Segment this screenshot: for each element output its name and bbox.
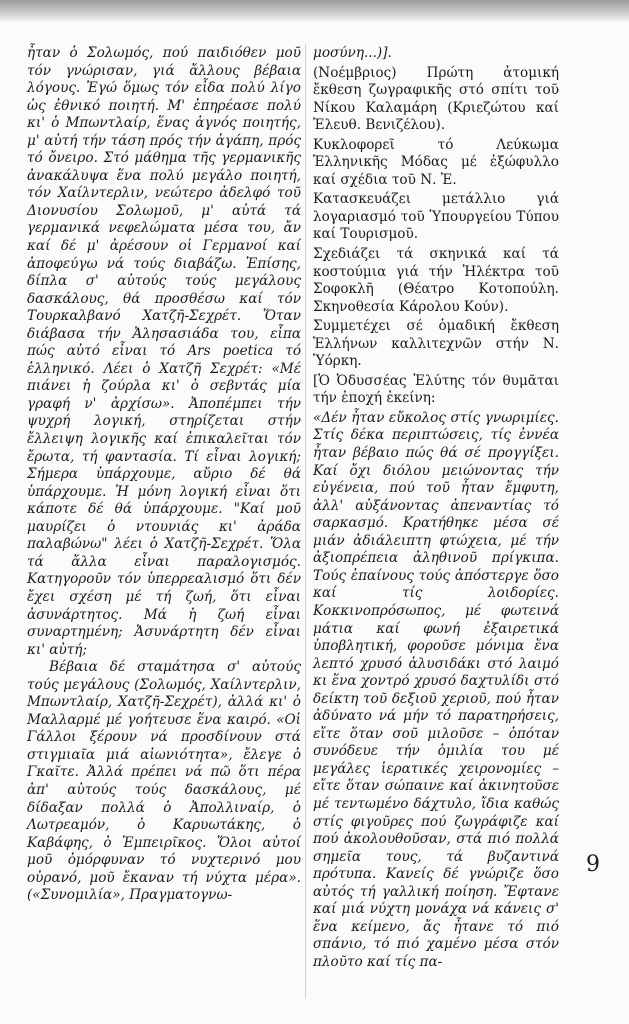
- right-paragraph-3: Κυκλοφορεῖ τό Λεύκωμα Ἑλληνικῆς Μόδας μέ ἐξώφυλλο καί σχέδια τοῦ Ν. Ἐ.: [313, 136, 559, 188]
- right-paragraph-2: (Νοέμβριος) Πρώτη ἀτομική ἔκθεση ζωγραφικῆς στό σπίτι τοῦ Νίκου Καλαμάρη (Κριεζώτου καί Ἐλευθ. Βενιζέλου).: [313, 64, 559, 134]
- right-paragraph-1: μοσύνη...)].: [313, 45, 392, 61]
- left-text-column: [27, 45, 301, 905]
- page-number: 9: [586, 852, 600, 877]
- right-paragraph-8: «Δέν ἦταν εὔκολος στίς γνωριμίες. Στίς δέκα περιπτώσεις, τίς ἐννέα ἦταν βέβαιο πώς θά σέ προγγίξει. Καί ὄχι διόλου μειώνοντας τήν εὐγένεια, πού τοῦ ἦταν ἔμφυτη, ἀλλ' αὐξάνοντας ἀπεναντίας τό σαρκασμό. Κρατήθηκε μέσα σέ μιάν ἀδιάλειπτη φτώχεια, μέ τήν ἀξιοπρέπεια ἀληθινοῦ πρίγκιπα. Τούς ἐπαίνους τούς ἀπόστεργε ὅσο καί τίς λοιδορίες. Κοκκινοπρόσωπος, μέ φωτεινά μάτια καί φωνή ἐξαιρετικά ὑποβλητική, φοροῦσε μόνιμα ἕνα λεπτό χρυσό ἀλυσιδάκι στό λαιμό κι ἕνα χοντρό χρυσό δαχτυλίδι στό δείκτη τοῦ δεξιοῦ χεριοῦ, πού ἦταν ἀδύνατο νά μήν τό παρατηρήσεις, εἴτε ὅταν σοῦ μιλοῦσε – ὁπόταν συνόδευε τήν ὁμιλία του μέ μεγάλες ἱερατικές χειρονομίες – εἴτε ὅταν σώπαινε καί ἀκινητοῦσε μέ τεντωμένο δάχτυλο, ἴδια καθώς στίς φιγοῦρες πού ζωγράφιζε καί πού ἀκολουθοῦσαν, στά πιό πολλά σημεῖα τους, τά βυζαντινά πρότυπα. Κανείς δέ γνώριζε ὅσο αὐτός τή γαλλική ποίηση. Ἔφτανε καί μιά νύχτη μονάχα νά κάνεις σ' ἕνα κείμενο, ἄς ἦτανε τό πιό σπάνιο, τό πιό χαμένο μέσα στόν πλοῦτο καί τίς πα-: [313, 409, 559, 970]
- scan-top-strip: [0, 0, 629, 22]
- right-paragraph-7: [Ὁ Ὀδυσσέας Ἐλύτης τόν θυμᾶται τήν ἐποχή ἐκείνη:: [313, 372, 559, 407]
- right-text-column: [313, 45, 559, 973]
- left-paragraph-2: Βέβαια δέ σταμάτησα σ' αὐτούς τούς μεγάλους (Σολωμός, Χαίλντερλιν, Μπωντλαίρ, Χατζῆ-Σεχρέτ), ἀλλά κι' ὁ Μαλλαρμέ μέ γοήτευσε ἕνα καιρό. «Οἱ Γάλλοι ξέρουν νά προσδίνουν στά στιγμιαῖα μιά αἰωνιότητα», ἔλεγε ὁ Γκαῖτε. Ἀλλά πρέπει νά πῶ ὅτι πέρα ἀπ' αὐτούς τούς δασκάλους, μέ δίδαξαν πολλά ὁ Ἀπολλιναίρ, ὁ Λωτρεαμόν, ὁ Καρυωτάκης, ὁ Καβάφης, ὁ Ἐμπειρῖκος. Ὅλοι αὐτοί μοῦ ὀμόρφυναν τό νυχτερινό μου οὐρανό, μοῦ ἔκαναν τή νύχτα μέρα». («Συνομιλία», Πραγματογνω-: [27, 659, 301, 904]
- left-paragraph-1: ἦταν ὁ Σολωμός, πού παιδιόθεν μοῦ τόν γνώρισαν, γιά ἄλλους βέβαια λόγους. Ἐγώ ὅμως τόν εἶδα πολύ λίγο ὡς ἐθνικό ποιητή. Μ' ἐπηρέασε πολύ κι' ὁ Μπωντλαίρ, ἕνας ἁγνός ποιητής, μ' αὐτή τήν τάση πρός τήν ἀγάπη, πρός τό ὄνειρο. Στό μάθημα τῆς γερμανικῆς ἀνακάλυψα ἕνα πολύ μεγάλο ποιητή, τόν Χαίλντερλιν, νεώτερο ἀδελφό τοῦ Διονυσίου Σολωμοῦ, μ' αὐτά τά γερμανικά νεφελώματα μέσα του, ἄν καί δέ μ' ἀρέσουν οἱ Γερμανοί καί ἀποφεύγω νά τούς διαβάζω. Ἐπίσης, δίπλα σ' αὐτούς τούς μεγάλους δασκάλους, θά προσθέσω καί τόν Τουρκαλβανό Χατζῆ-Σεχρέτ. Ὅταν διάβασα τήν Ἀλησασιάδα του, εἶπα πώς αὐτό εἶναι τό Ars poetica τό ἑλληνικό. Λέει ὁ Χατζῆ Σεχρέτ: «Μέ πιάνει ἡ ζούρλα κι' ὁ σεβντάς μία γραφή ν' ἀρχίσω». Ἀποπέμπει τήν ψυχρή λογική, στηρίζεται στήν ἔλλειψη λογικῆς καί ἐπικαλεῖται τόν ἔρωτα, τή φαντασία. Τί εἶναι λογική; Σήμερα ὑπάρχουμε, αὔριο δέ θά ὑπάρχουμε. Ἡ μόνη λογική εἶναι ὅτι κάποτε δέ θά ὑπάρχουμε. "Καί μοῦ μαυρίζει ὁ ντουνιάς κι' ἀράδα παλαβώνω" λέει ὁ Χατζῆ-Σεχρέτ. Ὅλα τά ἄλλα εἶναι παραλογισμός. Κατηγοροῦν τόν ὑπερρεαλισμό ὅτι δέν ἔχει σχέση μέ τή ζωή, ὅτι εἶναι ἀσυνάρτητος. Μά ἡ ζωή εἶναι συναρτημένη; Ἀσυνάρτητη δέν εἶναι κι' αὐτή;: [27, 45, 301, 658]
- right-paragraph-4: Κατασκευάζει μετάλλιο γιά λογαριασμό τοῦ Ὑπουργείου Τύπου καί Τουρισμοῦ.: [313, 191, 559, 243]
- column-divider: [305, 44, 306, 999]
- right-paragraph-6: Συμμετέχει σέ ὁμαδική ἔκθεση Ἑλλήνων καλλιτεχνῶν στήν Ν. Ὑόρκη.: [313, 318, 559, 370]
- right-paragraph-5: Σχεδιάζει τά σκηνικά καί τά κοστούμια γιά τήν Ἠλέκτρα τοῦ Σοφοκλῆ (Θέατρο Κοτοπούλη. Σκηνοθεσία Κάρολου Κούν).: [313, 246, 559, 315]
